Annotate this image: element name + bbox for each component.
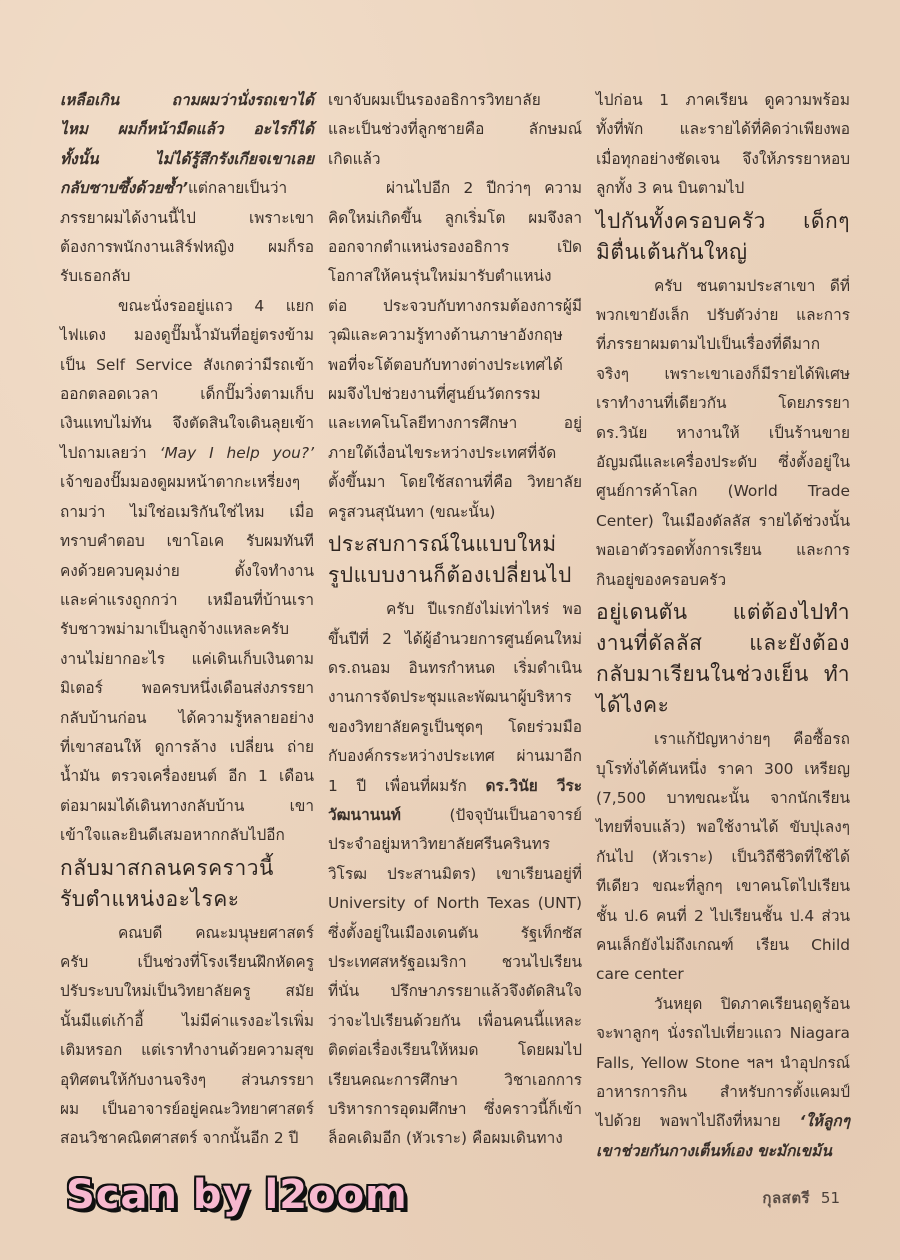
text-line xyxy=(328,262,582,291)
text-segment: ต่อมาผมได้เดินทางกลับบ้าน เขา xyxy=(60,796,314,815)
body-paragraph xyxy=(60,86,314,292)
text-segment: ที่เขาสอนให้ ดูการล้าง เปลี่ยน ถ่าย xyxy=(60,737,314,756)
text-line xyxy=(596,507,850,536)
page-footer xyxy=(762,1186,840,1210)
text-segment: อัญมณีและเครื่องประดับ ซึ่งตั้งอยู่ใน xyxy=(596,453,850,472)
text-line xyxy=(60,674,314,703)
text-segment: เป็น Self Service สังเกตว่ามีรถเข้า xyxy=(60,355,314,374)
text-segment: งานไม่ยากอะไร แค่เดินเก็บเงินตาม xyxy=(60,649,314,668)
body-paragraph xyxy=(596,725,850,990)
body-paragraph xyxy=(596,990,850,1166)
text-line xyxy=(328,439,582,468)
page-number: 51 xyxy=(820,1189,840,1207)
text-segment: โอกาสให้คนรุ่นใหม่มารับตำแหน่ง xyxy=(328,267,552,286)
text-line xyxy=(60,586,314,615)
text-line xyxy=(328,233,582,262)
text-line xyxy=(60,498,314,527)
text-segment: ศูนย์การค้าโลก (World Trade xyxy=(596,482,850,501)
text-line xyxy=(60,977,314,1006)
text-line xyxy=(596,1107,850,1136)
text-segment: ทั้งนั้น ไม่ได้รู้สึกรังเกียจเขาเลย xyxy=(60,149,314,168)
text-segment: เติมหรอก แต่เราทำงานด้วยความสุข xyxy=(60,1041,314,1060)
text-line xyxy=(328,1066,582,1095)
text-segment: ซึ่งตั้งอยู่ในเมืองเดนตัน รัฐเท็กซัส xyxy=(328,923,582,942)
text-segment: ผ่านไปอีก 2 ปีกว่าๆ ความ xyxy=(386,179,582,198)
text-line xyxy=(60,1007,314,1036)
text-line xyxy=(328,529,582,560)
section-heading xyxy=(328,529,582,591)
text-segment: เราทำงานที่เดียวกัน โดยภรรยา xyxy=(596,394,850,413)
text-line xyxy=(596,419,850,448)
text-line xyxy=(60,321,314,350)
text-line xyxy=(328,1036,582,1065)
column-1 xyxy=(60,86,314,1166)
text-line xyxy=(328,595,582,624)
text-segment: จะพาลูกๆ นั่งรถไปเที่ยวแถว Niagara xyxy=(596,1024,850,1043)
text-segment: และค่าแรงถูกกว่า เหมือนที่บ้านเรา xyxy=(60,590,314,609)
text-line xyxy=(596,86,850,115)
text-line xyxy=(596,931,850,960)
text-line xyxy=(60,704,314,733)
text-line xyxy=(596,902,850,931)
text-segment: เหลือเกิน ถามผมว่านั่งรถเขาได้ xyxy=(60,91,314,109)
text-segment: ไฟแดง มองดูปั๊มน้ำมันที่อยู่ตรงข้าม xyxy=(60,326,314,345)
text-segment: กลับมาเรียนในช่วงเย็น ทำ xyxy=(596,662,850,687)
text-segment: คิดใหม่เกิดขึ้น ลูกเริ่มโต ผมจึงลา xyxy=(328,208,582,227)
text-segment: ไทยที่จบแล้ว) พอใช้งานได้ ขับปุเลงๆ xyxy=(596,818,850,837)
text-segment: ต้องการพนักงานเสิร์ฟหญิง ผมก็รอ xyxy=(60,238,314,257)
text-line xyxy=(328,292,582,321)
text-line xyxy=(596,755,850,784)
text-segment: อุทิศตนให้กับงานจริงๆ ส่วนภรรยา xyxy=(60,1070,314,1089)
text-segment: เรียนคณะการศึกษา วิชาเอกการ xyxy=(328,1070,582,1089)
text-segment: ทีเดียว ขณะที่ลูกๆ เขาคนโตไปเรียน xyxy=(596,877,850,896)
text-line xyxy=(60,115,314,144)
text-line xyxy=(60,262,314,291)
text-line xyxy=(596,360,850,389)
text-line xyxy=(60,145,314,174)
text-line xyxy=(596,536,850,565)
text-segment: รับเธอกลับ xyxy=(60,267,131,286)
text-segment: ผม เป็นอาจารย์อยู่คณะวิทยาศาสตร์ xyxy=(60,1100,314,1118)
text-line xyxy=(328,174,582,203)
text-segment: กลับมาสกลนครคราวนี้ xyxy=(60,855,274,880)
text-line xyxy=(596,628,850,659)
text-segment: ชั้น ป.6 คนที่ 2 ไปเรียนชั้น ป.4 ส่วน xyxy=(596,906,850,925)
text-segment: ครับ เป็นช่วงที่โรงเรียนฝึกหัดครู xyxy=(60,952,314,971)
text-segment: เจ้าของปั๊มมองดูผมหน้าตากะเหรี่ยงๆ xyxy=(60,473,301,492)
text-segment: คงด้วยควบคุมง่าย ตั้งใจทำงาน xyxy=(60,561,314,580)
text-segment: Falls, Yellow Stone ฯลฯ นำอุปกรณ์ xyxy=(596,1053,850,1072)
text-segment: ประเทศสหรัฐอเมริกา ชวนไปเรียน xyxy=(328,952,582,971)
text-line xyxy=(596,597,850,628)
text-line xyxy=(60,948,314,977)
text-segment: ทั้งที่พัก และรายได้ที่คิดว่าเพียงพอ xyxy=(596,120,850,139)
text-line xyxy=(328,830,582,859)
text-segment: วันหยุด ปิดภาคเรียนฤดูร้อน xyxy=(654,994,850,1013)
text-line xyxy=(60,527,314,556)
text-line xyxy=(60,468,314,497)
text-line xyxy=(328,654,582,683)
text-segment: กินอยู่ของครอบครัว xyxy=(596,570,727,589)
text-line xyxy=(328,889,582,918)
text-line xyxy=(596,872,850,901)
text-segment: ประสบการณ์ในแบบใหม่ xyxy=(328,532,557,557)
text-segment: ไหม ผมก็หน้ามืดแล้ว อะไรก็ได้ xyxy=(60,120,314,139)
text-line xyxy=(60,821,314,850)
body-paragraph xyxy=(596,86,850,204)
text-line xyxy=(596,1049,850,1078)
body-paragraph xyxy=(328,86,582,174)
text-segment: (ปัจจุบันเป็นอาจารย์ xyxy=(400,805,582,824)
text-line xyxy=(328,683,582,712)
text-segment: จริงๆ เพราะเขาเองก็มีรายได้พิเศษ xyxy=(596,364,850,383)
text-segment: ขึ้นปีที่ 2 ได้ผู้อำนวยการศูนย์คนใหม่ xyxy=(328,629,582,648)
text-line xyxy=(328,801,582,830)
text-line xyxy=(596,659,850,690)
text-line xyxy=(596,477,850,506)
text-segment: ติดต่อเรื่องเรียนให้หมด โดยผมไป xyxy=(328,1041,582,1060)
body-paragraph xyxy=(60,292,314,851)
text-segment: เงินแทบไม่ทัน จึงตัดสินใจเดินลุยเข้า xyxy=(60,414,314,433)
text-line xyxy=(596,206,850,237)
text-line xyxy=(60,380,314,409)
section-heading xyxy=(596,597,850,721)
text-line xyxy=(60,919,314,948)
article-page xyxy=(60,86,850,1166)
text-line xyxy=(596,174,850,203)
text-line xyxy=(596,448,850,477)
text-segment: ออกจากตำแหน่งรองอธิการ เปิด xyxy=(328,238,582,257)
text-segment: อาหารการกิน สำหรับการตั้งแคมป์ xyxy=(596,1082,850,1101)
text-line xyxy=(60,853,314,884)
text-line xyxy=(328,977,582,1006)
text-segment: ไปก่อน 1 ภาคเรียน ดูความพร้อม xyxy=(596,91,850,109)
text-line xyxy=(596,1137,850,1166)
text-line xyxy=(596,1078,850,1107)
section-heading xyxy=(60,853,314,915)
text-segment: พอที่จะโต้ตอบกับทางต่างประเทศได้ xyxy=(328,355,563,374)
text-segment: กันไป (หัวเราะ) เป็นวิถีชีวิตที่ใช้ได้ xyxy=(596,847,850,866)
text-segment: ดร.ถนอม อินทรกำหนด เริ่มดำเนิน xyxy=(328,658,582,677)
text-line xyxy=(596,813,850,842)
text-line xyxy=(328,860,582,889)
text-segment: มิเตอร์ พอครบหนึ่งเดือนส่งภรรยา xyxy=(60,679,314,698)
text-line xyxy=(596,272,850,301)
text-line xyxy=(60,86,314,115)
text-segment: ล็อคเดิมอีก (หัวเราะ) คือผมเดินทาง xyxy=(328,1129,563,1148)
text-segment: สอนวิชาคณิตศาสตร์ จากนั้นอีก 2 ปี xyxy=(60,1129,299,1148)
text-segment: แต่กลายเป็นว่า xyxy=(187,179,288,198)
text-segment: รูปแบบงานก็ต้องเปลี่ยนไป xyxy=(328,563,572,588)
text-line xyxy=(328,321,582,350)
text-line xyxy=(60,204,314,233)
text-segment: รับตำแหน่งอะไรคะ xyxy=(60,886,240,911)
text-line xyxy=(596,330,850,359)
text-line xyxy=(328,204,582,233)
text-line xyxy=(328,560,582,591)
text-segment: ได้ไงคะ xyxy=(596,693,670,718)
text-line xyxy=(328,742,582,771)
text-segment: ต่อ ประจวบกับทางกรมต้องการผู้มี xyxy=(328,296,582,315)
text-line xyxy=(328,1007,582,1036)
text-segment: วิโรฒ ประสานมิตร) เขาเรียนอยู่ที่ xyxy=(328,864,582,883)
text-line xyxy=(60,1066,314,1095)
text-segment: พอเอาตัวรอดทั้งการเรียน และการ xyxy=(596,541,850,560)
text-line xyxy=(328,86,582,115)
text-line xyxy=(60,1036,314,1065)
text-segment: ที่ภรรยาผมตามไปเป็นเรื่องที่ดีมาก xyxy=(596,335,821,354)
text-segment: เมื่อทุกอย่างชัดเจน จึงให้ภรรยาหอบ xyxy=(596,149,850,168)
body-paragraph xyxy=(60,919,314,1154)
text-segment: ครูสวนสุนันทา (ขณะนั้น) xyxy=(328,502,496,521)
text-segment: ว่าจะไปเรียนด้วยกัน เพื่อนคนนี้แหละ xyxy=(328,1011,582,1030)
text-segment: และเป็นช่วงที่ลูกชายคือ ลักษมณ์ xyxy=(328,120,582,139)
text-segment: เข้าใจและยินดีเสมอหากกลับไปอีก xyxy=(60,826,285,845)
text-segment: ไปด้วย พอพาไปถึงที่หมาย xyxy=(596,1112,800,1131)
text-line xyxy=(328,115,582,144)
body-paragraph xyxy=(328,595,582,1154)
text-line xyxy=(60,1124,314,1153)
text-line xyxy=(328,145,582,174)
text-segment: บุโรทั่งได้คันหนึ่ง ราคา 300 เหรียญ xyxy=(596,759,850,778)
text-segment: พวกเขายังเล็ก ปรับตัวง่าย และการ xyxy=(596,306,850,325)
text-line xyxy=(60,615,314,644)
text-segment: ที่นั่น ปรึกษาภรรยาแล้วจึงตัดสินใจ xyxy=(328,982,582,1001)
text-line xyxy=(60,233,314,262)
text-segment: งานการจัดประชุมและพัฒนาผู้บริหาร xyxy=(328,688,572,707)
text-segment: อยู่เดนตัน แต่ต้องไปทำ xyxy=(596,600,850,625)
text-line xyxy=(60,292,314,321)
text-segment: วุฒิและความรู้ทางด้านภาษาอังกฤษ xyxy=(328,326,563,345)
text-segment: รับชาวพม่ามาเป็นลูกจ้างแหละครับ xyxy=(60,620,290,639)
text-segment: กับองค์กรระหว่างประเทศ ผ่านมาอีก xyxy=(328,747,582,766)
text-segment: ทราบคำตอบ เขาโอเค รับผมทันที xyxy=(60,532,314,551)
text-segment: ตั้งขึ้นมา โดยใช้สถานที่คือ วิทยาลัย xyxy=(328,473,582,492)
text-line xyxy=(596,237,850,268)
text-line xyxy=(328,713,582,742)
text-line xyxy=(596,690,850,721)
text-segment: กลับซาบซึ้งด้วยซ้ำ’ xyxy=(60,179,188,198)
text-line xyxy=(328,1124,582,1153)
text-segment: University of North Texas (UNT) xyxy=(328,894,582,913)
text-line xyxy=(60,762,314,791)
text-segment: ภายใต้เงื่อนไขระหว่างประเทศที่จัด xyxy=(328,443,557,462)
text-line xyxy=(60,792,314,821)
text-segment: มิตื่นเต้นกันใหญ่ xyxy=(596,239,748,264)
text-segment: 1 ปี เพื่อนที่ผมรัก xyxy=(328,776,486,795)
text-line xyxy=(596,725,850,754)
text-line xyxy=(60,351,314,380)
text-segment: เราแก้ปัญหาง่ายๆ คือซื้อรถ xyxy=(654,730,850,749)
text-line xyxy=(596,301,850,330)
text-segment: ไปถามเลยว่า xyxy=(60,443,160,462)
text-segment: ‘ให้ลูกๆ xyxy=(799,1112,850,1131)
text-line xyxy=(328,772,582,801)
text-line xyxy=(328,351,582,380)
text-line xyxy=(328,948,582,977)
text-segment: ลูกทั้ง 3 คน บินตามไป xyxy=(596,179,745,198)
text-segment: กลับบ้านก่อน ได้ความรู้หลายอย่าง xyxy=(60,708,314,727)
text-line xyxy=(60,439,314,468)
text-line xyxy=(596,566,850,595)
text-line xyxy=(328,919,582,948)
section-heading xyxy=(596,206,850,268)
text-segment: care center xyxy=(596,965,684,984)
text-line xyxy=(596,960,850,989)
scan-watermark: Scan by l2oom xyxy=(66,1172,408,1218)
text-line xyxy=(328,1095,582,1124)
text-segment: ครับ ปีแรกยังไม่เท่าไหร่ พอ xyxy=(386,600,582,619)
text-segment: ปรับระบบใหม่เป็นวิทยาลัยครู สมัย xyxy=(60,982,314,1001)
text-segment: ของวิทยาลัยครูเป็นชุดๆ โดยร่วมมือ xyxy=(328,717,582,736)
text-segment: วัฒนานนท์ xyxy=(328,805,401,824)
text-segment: ภรรยาผมได้งานนี้ไป เพราะเขา xyxy=(60,208,314,227)
text-line xyxy=(596,784,850,813)
text-segment: Center) ในเมืองดัลลัส รายได้ช่วงนั้น xyxy=(596,511,850,530)
text-segment: เกิดแล้ว xyxy=(328,149,381,168)
text-segment: เขาช่วยกันกางเต็นท์เอง ขะมักเขม้น xyxy=(596,1141,832,1160)
column-2 xyxy=(328,86,582,1166)
text-segment: คณบดี คณะมนุษยศาสตร์ xyxy=(118,923,314,942)
text-line xyxy=(596,115,850,144)
text-segment: ไปกันทั้งครอบครัว เด็กๆ xyxy=(596,208,850,233)
text-segment: คนเล็กยังไม่ถึงเกณฑ์ เรียน Child xyxy=(596,935,850,954)
text-line xyxy=(60,1095,314,1124)
text-line xyxy=(328,380,582,409)
column-3 xyxy=(596,86,850,1166)
text-segment: ดร.วินัย วีระ xyxy=(485,776,582,795)
text-line xyxy=(328,409,582,438)
text-segment: ดร.วินัย หางานให้ เป็นร้านขาย xyxy=(596,423,850,442)
text-segment: ขณะนั่งรออยู่แถว 4 แยก xyxy=(118,296,314,315)
text-line xyxy=(60,557,314,586)
text-line xyxy=(328,625,582,654)
text-line xyxy=(60,733,314,762)
text-line xyxy=(328,498,582,527)
text-line xyxy=(596,145,850,174)
text-line xyxy=(60,645,314,674)
text-segment: งานที่ดัลลัส และยังต้อง xyxy=(596,631,850,656)
text-line xyxy=(596,990,850,1019)
text-line xyxy=(596,843,850,872)
text-segment: ออกตลอดเวลา เด็กปั๊มวิ่งตามเก็บ xyxy=(60,385,314,404)
text-segment: ประจำอยู่มหาวิทยาลัยศรีนครินทร xyxy=(328,835,551,854)
magazine-name: กุลสตรี xyxy=(762,1189,811,1207)
text-segment: และเทคโนโลยีทางการศึกษา อยู่ xyxy=(328,414,582,433)
text-segment: ผมจึงไปช่วยงานที่ศูนย์นวัตกรรม xyxy=(328,385,541,404)
text-segment: น้ำมัน ตรวจเครื่องยนต์ อีก 1 เดือน xyxy=(60,767,314,786)
text-line xyxy=(596,1019,850,1048)
text-line xyxy=(60,884,314,915)
body-paragraph xyxy=(596,272,850,595)
text-segment: ครับ ซนตามประสาเขา ดีที่ xyxy=(654,276,850,295)
text-line xyxy=(596,389,850,418)
text-segment: เขาจับผมเป็นรองอธิการวิทยาลัย xyxy=(328,91,541,109)
text-segment: (7,500 บาทขณะนั้น จากนักเรียน xyxy=(596,788,850,807)
text-line xyxy=(60,409,314,438)
text-line xyxy=(60,174,314,203)
text-line xyxy=(328,468,582,497)
body-paragraph xyxy=(328,174,582,527)
text-segment: บริหารการอุดมศึกษา ซึ่งคราวนี้ก็เข้า xyxy=(328,1100,582,1118)
text-segment: ถามว่า ไม่ใช่อเมริกันใช่ไหม เมื่อ xyxy=(60,502,314,521)
text-segment: ‘May I help you?’ xyxy=(159,443,314,462)
text-segment: นั้นมีแต่เก้าอี้ ไม่มีค่าแรงอะไรเพิ่ม xyxy=(60,1011,314,1030)
